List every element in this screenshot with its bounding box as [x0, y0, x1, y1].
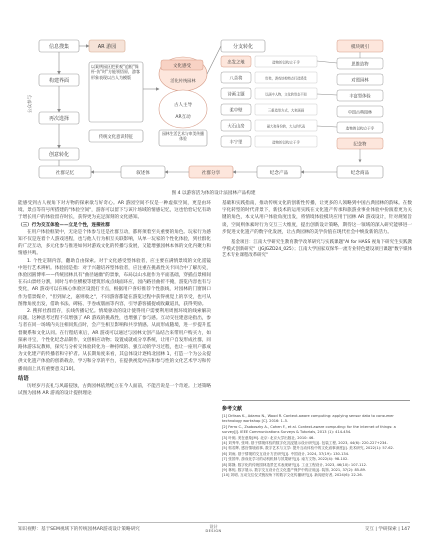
bottom-node-0: 社群记忆: [55, 171, 75, 176]
far-right-4: 中国古典园林: [348, 109, 372, 115]
reference-item: [9] 林钥, 数字展示, 数字交互设计在文化遗产保护中的应用[J]. 装饰, 2021, 37(2): 85-89.: [222, 468, 367, 473]
mid-desc-2: 以画中人物，文化的形态不知: [265, 92, 307, 97]
left-node-1: 构建界面: [48, 78, 70, 84]
reference-item: [4] 刘秀华, 张坤, 基于情境体验的数字化沉浸展示设计研究[J]. 包装工程, 2023, 44(6): 220-227+234.: [222, 441, 388, 446]
mid-desc-5: 造物的以构立于乎: [272, 140, 300, 145]
circle-item-2: 古人主导: [174, 103, 192, 108]
right-paragraph-1: 基础和实践指南，推动传统文化的创新性传播，让更多的人领略到中国古典园林的韵味。在数字化转型的时代背景下，新技术的运用实践在文化遗产传承和旅游业事业体验中扮演着更为关键的角色，本文从用户体验角度出发，将情境体验模块应用于园林 AR 游戏设计，针对规划旨谈，空间则体素时行为交互三大维度，提出创新设计策略，期待这一领域的深入研究能够进一步促进文化遗产的数字化发展，让古典园林的美学价值在现代社会中焕发新的活力。: [222, 201, 412, 235]
mid-node-1: 八音将: [229, 76, 243, 82]
mid-desc-4: 最大和身份的，大人的代表: [266, 124, 306, 129]
footer-left: 知识视野：基于SEM视域下的传统园林AR游戏设计策略研究: [18, 527, 140, 532]
references-list: [222, 414, 410, 479]
far-right-2: 对照园林: [351, 78, 369, 84]
footer-right: 交互 | 学研探索 | 147: [364, 527, 410, 532]
left-paragraph-3: 1. 个性定制内容，翻助自由探索。对于文化感受型体验者，应主要在满情景境的文化遥镜中进行艺术辨析。体验园是指：对于兴趣培养型体验者，应注重在挑战性关卡回合中了解历史，体验园圆博率——传统园林具有"曲径通幽"的景象，布局以山水庭作为平面基础，穿插点景相间在石山景经分割，同时与单位横板等建筑形成点线面环应，园内路径曲折不掩，游览内容也有与变化，AR 游戏可以在核心体验区设置打卡点，根据用户喜好推荐个性旅线，对园林的门窗洞口作为借景媒介，"但到屏之，嘉则收之"，不同游客都能在游览过程中获得视觉上的享受，也可从图像角度出发，借助书法、碑拓、手卷或版画等内容，引导游客捕捉或收藏道具，获得奖励。: [18, 258, 211, 307]
heritage-box: 传统文化意识特征: [98, 135, 134, 140]
left-column: [18, 200, 211, 397]
reference-item: [5] 郭若辉, 感官情境叙事, 数字艺术与文学: 提升互动体验中的文化叙事深度[J]. 美术研究, 2022(1): 57-62.: [222, 446, 394, 451]
bottom-node-1: 叙述体: [136, 171, 150, 176]
figure-caption: 图 4 以游客活为体的设计法园林产品构建: [171, 191, 256, 196]
left-paragraph-4: 2. 搜挥社群留存，长线传播记忆。情境驱动的设计使得用户需要利用周围环境的线索解决问题。这种思考过程不仅增强了 AR 游戏的挑战性，也增强了参与感。互动交往建意论指出，参与者在同一场域内关注相同焦点时，会产生相互影响和共享情感。从而形成随境，进一步提升监督聚系和文化认同。在行程结束后，AR 游戏可以通过与园林文创产品结合来带用户购买力，如探索寻宝，个性化纪念品制作，文创相应动物；设置成就或分享系统，让用户自发形成社群，同路休游乐玩教师，探究与分析交体验转化为一种持续的、强互动的学习过程，也让一座用户都成为文化建产的传播者和守护者。从长期角度来看，其总体设计逐构北园林 1，打造一个为公众提供文化遗产体验的创新载舍，学习和分享的平台，在提供视觉冲击和参与性的文化艺术学习和传播而面上具有重要意义[10]。: [18, 309, 212, 372]
bottom-node-4: 纪念商品: [350, 171, 370, 176]
reference-item: [8] 陈静, 数字化的传统园林造景艺术表现研究[J]. 工业工程设计, 2023, 46(10): 107-112.: [222, 462, 368, 467]
description-box: 以案例园区把景观"追根"保杆·仿"时"方能领悟原，游客形象表现以古人为模版: [91, 64, 140, 80]
reference-item: [1] Dritsas K., Adamo N., Wood R. Context-aware computing: applying sensor data to consumer technology workshop [C]. 2016: 1–5.: [222, 414, 394, 424]
reference-item: [7] 张国华, 游戏化学习的动机机制与效果研究[J]. 南方文物, 2022(4): 98-102.: [222, 457, 349, 462]
section-heading-3: （三）行为交互体验——立足个性，连接社群: [18, 222, 110, 228]
left-paragraph-1: 能感受到古人视角下对方物的探索欲与好奇心。AR 游园空间不仅是一种虚拟空间，更是由环境、景点等符号所搭建的"体验空间"，游客可以留下与该片场域的情感记忆，这也恰恰记忆有助于增长用户的体验留存时长，获得更为充足深刻的文化感知。: [18, 201, 211, 221]
far-right-0: 模块吸引: [351, 45, 369, 50]
far-right-6: 纪念物: [353, 142, 367, 148]
circle-cluster: [159, 57, 207, 128]
mid-node-5: 丰宁里: [229, 140, 243, 146]
circle-item-3: AR互动: [175, 115, 191, 120]
arts-box: 园林生活艺术与审美传播体验: [162, 131, 204, 141]
left-node-3: 创意转化: [48, 152, 70, 158]
mid-node-group: [221, 56, 251, 147]
far-right-1: 思维造物: [351, 62, 369, 68]
branch-node: 分支转化: [232, 44, 254, 50]
footer-center: [0, 524, 427, 534]
mid-node-0: 出发之地: [227, 60, 245, 66]
left-side-label: 公众参与: [28, 95, 33, 113]
circle-item-0: 文化感受: [173, 64, 191, 69]
ar-title-box: AR 游园: [97, 44, 117, 50]
mid-node-3: 柔中壁: [229, 108, 243, 114]
references-title: 参考文献: [222, 406, 243, 412]
bottom-node-3: 纪念产品: [269, 171, 289, 176]
reference-item: [3] 叶朗, 美在意象[M]. 北京: 北京大学出版社, 2010: 46.: [222, 435, 315, 440]
mid-node-2: 诗画主题: [227, 92, 245, 98]
reference-item: [2] Ferro C., Zsoboszky A., Cohen F., et al. Context-aware computing: for the internet of things: a survey[J]. IEEE Communications Surveys & Tutorials, 2013 (1): 414-454.: [222, 424, 396, 435]
mid-desc-1: 形象，游戏结构特点打造感受: [265, 76, 307, 81]
far-right-5: 造物的以构立于乎: [345, 126, 375, 131]
circle-item-1: 活化传统园林: [170, 78, 196, 83]
footer-center-bottom: DESIGN: [205, 529, 222, 533]
mid-desc-group: [255, 56, 317, 147]
far-right-3: 丰富型体验: [349, 94, 371, 100]
conclusion-heading: 结语: [18, 375, 29, 382]
figure-diagram: [25, 34, 410, 184]
left-node-2: 再次选择: [48, 116, 70, 122]
reference-item: [6] 刘雨, 基于情境的交互设计方法研究[J]. 中国设计, 2024, 37(19): 130-134.: [222, 451, 350, 456]
footer-center-top: 设计: [209, 524, 218, 529]
mid-node-4: 大石山房: [227, 124, 245, 130]
left-paragraph-5: 历经岁月丧礼与风霜侵蚀，古典园林依然屹立在今人面前，不能否说是一个奇迹。上述策略试图为园林 AR 游戏的设计提供理论: [18, 384, 211, 397]
references-divider: [222, 400, 410, 401]
bottom-node-2: 社群分享: [201, 171, 221, 176]
left-paragraph-2: 在用户体验框架中，无论是个体参与还是社群互动，都将须着至关重要的角色。玩家行为感知不仅是连着个人游戏进程，也与他人行为相互关联影响，从单一玩家的个性化体验，到社群化的广泛互动，多元化参与推进如何对游戏文化的传播与发展，又能增强园林本体的文化内聚力和情感共鸣。: [18, 229, 211, 257]
left-node-0: 信息搜集: [48, 44, 70, 50]
mid-desc-0: 造物的以构立于乎: [272, 60, 300, 65]
footer-divider: [18, 522, 410, 523]
fund-note: 基金项目：江南大学研究生教育教学改革研究与实践课题"AI for HASS 视角下研究生实践教学模式创新研究"（JGJGZD24_025）；江南大学国家双保华一流专业特色建设项目课题"数字媒体艺术专业课程改革研究": [222, 240, 412, 259]
mid-desc-3: 三重造形方式，大家画画: [267, 108, 305, 113]
right-column: [222, 200, 412, 260]
reference-item: [10] 刘明, 互动交往仪式链视角下的数字文化传播研究[J]. 新闻爱好者, 2024(6): 22-26.: [222, 473, 363, 478]
